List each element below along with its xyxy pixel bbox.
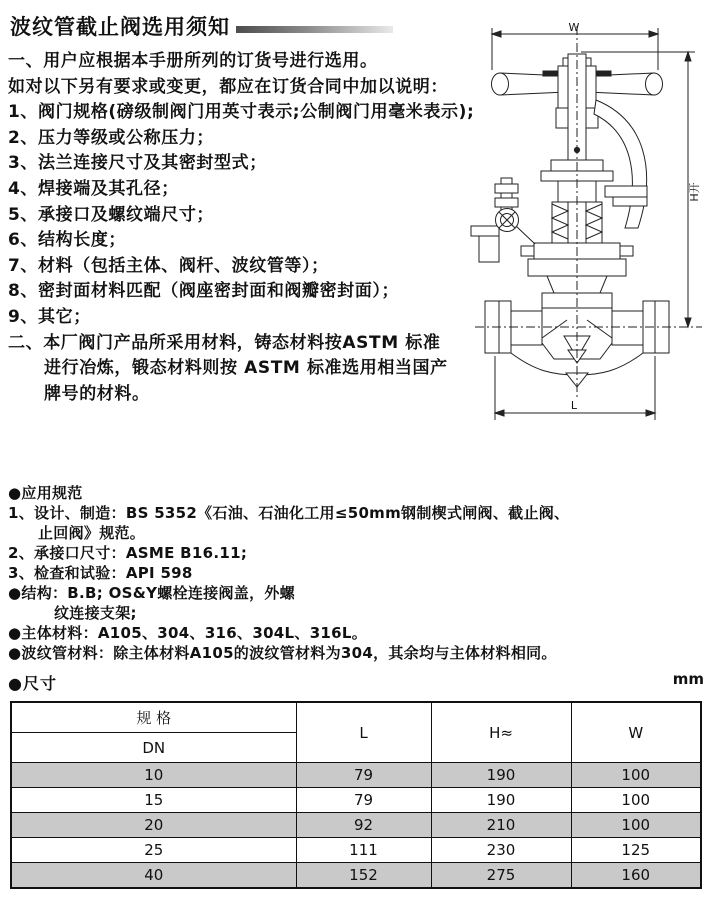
table-row: 15 79 190 100 <box>11 788 701 813</box>
header-H: H≈ <box>431 702 571 763</box>
dim-h-label: H开 <box>688 182 701 202</box>
spec-line: 纹连接支架; <box>54 604 137 622</box>
handwheel-right-grip <box>646 73 663 95</box>
notice-line: 2、压力等级或公称压力； <box>8 127 215 148</box>
notice-line: 7、材料（包括主体、阀杆、波纹管等）； <box>8 255 329 276</box>
header-spec: 规 格 <box>11 702 296 733</box>
right-socket <box>612 311 643 345</box>
application-spec-section <box>8 483 716 663</box>
notice-line: 5、承接口及螺纹端尺寸； <box>8 204 215 225</box>
notice-line: 二、本厂阀门产品所采用材料，铸态材料按ASTM 标准 <box>8 332 441 353</box>
dimensions-table <box>10 701 702 889</box>
handwheel-left-grip <box>492 73 509 95</box>
arrowhead <box>649 31 658 37</box>
spec-line: 3、检查和试验：API 598 <box>8 564 193 582</box>
spec-line: ●主体材料：A105、304、316、304L、316L。 <box>8 624 368 642</box>
spec-line: ●结构：B.B; OS&Y螺栓连接阀盖，外螺 <box>8 584 295 602</box>
dimensions-heading: ●尺寸 <box>8 674 57 693</box>
title-accent-bar <box>236 26 393 33</box>
arrowhead <box>685 318 691 327</box>
table-row: 10 79 190 100 <box>11 763 701 788</box>
notice-line: 牌号的材料。 <box>44 383 150 404</box>
page-title: 波纹管截止阀选用须知 <box>10 15 230 39</box>
dim-w-label: W <box>568 21 580 34</box>
arrowhead <box>685 52 691 61</box>
left-socket <box>511 311 542 345</box>
table-header-row <box>11 702 701 733</box>
notice-line: 6、结构长度； <box>8 230 127 251</box>
notice-line: 进行冶炼，锻态材料则按 ASTM 标准选用相当国产 <box>44 358 448 379</box>
arrowhead <box>495 410 504 416</box>
dim-l-label: L <box>570 399 578 412</box>
unit-label: mm <box>672 670 704 688</box>
notice-line: 3、法兰连接尺寸及其密封型式； <box>8 153 267 174</box>
arrowhead <box>492 31 501 37</box>
spec-line: 1、设计、制造：BS 5352《石油、石油化工用≤50mm钢制楔式闸阀、截止阀、 <box>8 504 570 522</box>
notice-line: 9、其它； <box>8 306 91 327</box>
spec-line: ●波纹管材料：除主体材料A105的波纹管材料为304，其余均与主体材料相同。 <box>8 644 557 662</box>
arrowhead <box>646 410 655 416</box>
table-row: 20 92 210 100 <box>11 813 701 838</box>
header-DN: DN <box>11 733 296 763</box>
selection-notice-section <box>8 49 480 407</box>
spec-heading: ●应用规范 <box>8 484 83 502</box>
table-row: 40 152 275 160 <box>11 863 701 889</box>
spec-line: 2、承接口尺寸：ASME B16.11; <box>8 544 248 562</box>
notice-line: 8、密封面材料匹配（阀座密封面和阀瓣密封面）； <box>8 281 400 302</box>
header-L: L <box>296 702 431 763</box>
notice-line: 4、焊接端及其孔径； <box>8 178 179 199</box>
notice-line: 一、用户应根据本手册所列的订货号进行选用。 <box>8 51 378 71</box>
header-W: W <box>571 702 701 763</box>
table-row: 25 111 230 125 <box>11 838 701 863</box>
notice-line: 1、阀门规格(磅级制阀门用英寸表示;公制阀门用毫米表示); <box>8 102 475 123</box>
notice-line: 如对以下另有要求或变更，都应在订货合同中加以说明： <box>8 76 448 97</box>
spec-line: 止回阀》规范。 <box>38 524 146 542</box>
valve-technical-drawing <box>455 20 717 438</box>
